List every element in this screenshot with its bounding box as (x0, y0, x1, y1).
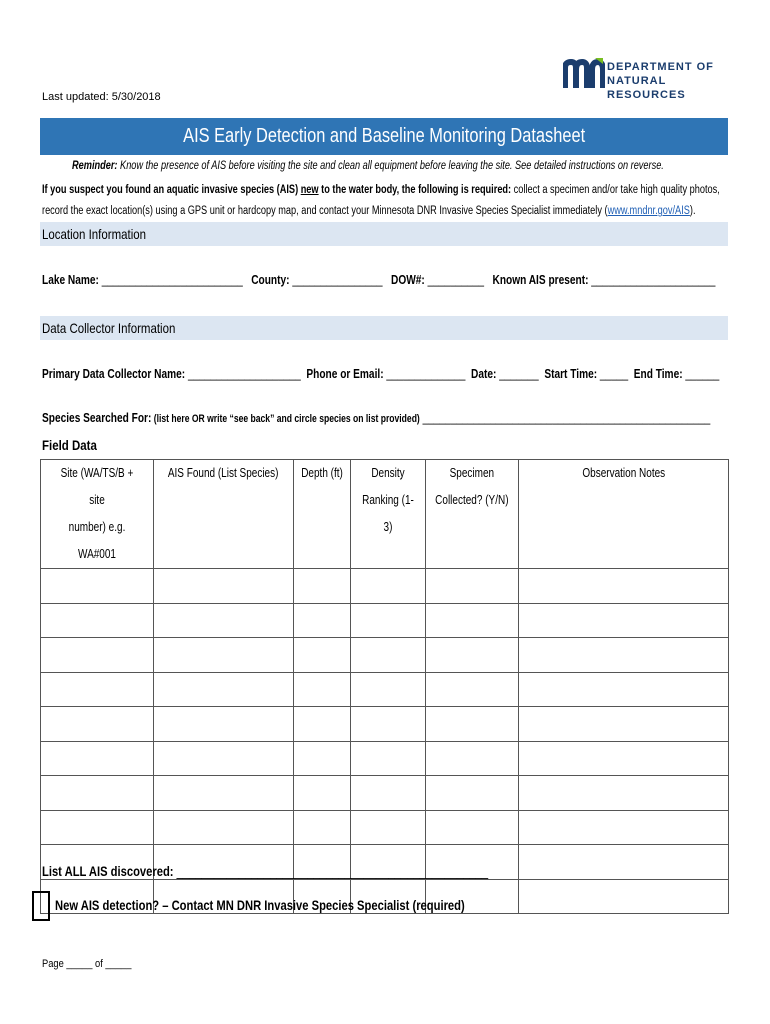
list-all-label: List ALL AIS discovered: (42, 863, 174, 879)
table-row (41, 741, 729, 776)
table-cell[interactable] (351, 707, 426, 742)
start-time-field[interactable]: _____ (597, 366, 629, 381)
table-row (41, 603, 729, 638)
suspect-body: collect a specimen and/or take high quality photos, (511, 184, 720, 196)
reminder-body: Know the presence of AIS before visiting the site and clean all equipment before leaving the site. See detailed instructions on reverse. (117, 160, 664, 172)
start-time-label: Start Time: (544, 366, 598, 381)
table-cell[interactable] (426, 569, 519, 604)
field-data-table (40, 459, 729, 914)
lake-name-label: Lake Name: (42, 272, 99, 287)
table-cell[interactable] (154, 810, 294, 845)
location-section-title: Location Information (42, 226, 147, 242)
table-cell[interactable] (351, 603, 426, 638)
table-cell[interactable] (519, 603, 729, 638)
table-cell[interactable] (154, 672, 294, 707)
table-cell[interactable] (426, 603, 519, 638)
suspect-bold-2: to the water body, the following is required: (318, 184, 512, 196)
record-end: ). (689, 205, 696, 217)
table-row (41, 707, 729, 742)
table-cell[interactable] (426, 810, 519, 845)
lake-name-field[interactable]: _________________________ (98, 272, 243, 287)
field-data-title: Field Data (42, 437, 97, 453)
mn-dnr-logo (563, 58, 733, 101)
table-cell[interactable] (154, 569, 294, 604)
table-row (41, 569, 729, 604)
table-cell[interactable] (41, 672, 154, 707)
table-cell[interactable] (41, 810, 154, 845)
table-cell[interactable] (519, 638, 729, 673)
new-ais-detection-text: New AIS detection? – Contact MN DNR Invasive Species Specialist (required) (55, 897, 465, 913)
table-cell[interactable] (294, 707, 351, 742)
county-label: County: (251, 272, 290, 287)
table-cell[interactable] (426, 638, 519, 673)
table-row (41, 810, 729, 845)
table-cell[interactable] (294, 603, 351, 638)
suspect-bold-1: If you suspect you found an aquatic invasive species (AIS) (42, 184, 301, 196)
species-searched (42, 410, 770, 425)
table-cell[interactable] (426, 707, 519, 742)
collector-name-field[interactable]: ____________________ (185, 366, 301, 381)
record-instructions (42, 205, 770, 217)
page-title: AIS Early Detection and Baseline Monitoring Datasheet (182, 125, 586, 147)
table-cell[interactable] (41, 707, 154, 742)
table-cell[interactable] (519, 569, 729, 604)
table-cell[interactable] (351, 569, 426, 604)
table-cell[interactable] (294, 569, 351, 604)
table-row (41, 638, 729, 673)
table-cell[interactable] (41, 741, 154, 776)
table-cell[interactable] (294, 776, 351, 811)
end-time-field[interactable]: ______ (682, 366, 720, 381)
table-cell[interactable] (154, 638, 294, 673)
table-cell[interactable] (154, 776, 294, 811)
collector-fields (42, 366, 770, 381)
table-cell[interactable] (41, 603, 154, 638)
col-site-header: Site (WA/TS/B + site number) e.g. WA#001 (41, 460, 154, 569)
col-specimen-header: Specimen Collected? (Y/N) (426, 460, 519, 569)
table-cell[interactable] (519, 776, 729, 811)
collector-section-title: Data Collector Information (42, 320, 176, 336)
logo-line-1: DEPARTMENT OF (607, 61, 714, 73)
table-row (41, 672, 729, 707)
table-cell[interactable] (519, 810, 729, 845)
new-ais-checkbox[interactable] (32, 891, 50, 921)
table-cell[interactable] (351, 741, 426, 776)
ais-website-link[interactable]: www.mndnr.gov/AIS (607, 205, 690, 217)
table-row (41, 776, 729, 811)
table-cell[interactable] (294, 638, 351, 673)
table-cell[interactable] (351, 638, 426, 673)
table-header-row (41, 460, 729, 569)
table-cell[interactable] (41, 776, 154, 811)
date-label: Date: (471, 366, 497, 381)
table-cell[interactable] (294, 672, 351, 707)
location-fields (42, 272, 770, 287)
county-field[interactable]: ________________ (289, 272, 383, 287)
known-ais-field[interactable]: ______________________ (588, 272, 716, 287)
table-cell[interactable] (426, 776, 519, 811)
dow-label: DOW#: (391, 272, 425, 287)
table-cell[interactable] (351, 776, 426, 811)
contact-label: Phone or Email: (306, 366, 384, 381)
table-cell[interactable] (294, 741, 351, 776)
collector-name-label: Primary Data Collector Name: (42, 366, 186, 381)
col-notes-header: Observation Notes (519, 460, 729, 569)
table-cell[interactable] (294, 810, 351, 845)
contact-field[interactable]: ______________ (383, 366, 466, 381)
table-cell[interactable] (519, 741, 729, 776)
list-all-ais (42, 863, 600, 879)
field-data-body (41, 569, 729, 914)
list-all-field[interactable]: __________________________________________________ (173, 863, 489, 879)
table-cell[interactable] (41, 638, 154, 673)
known-ais-label: Known AIS present: (492, 272, 589, 287)
reminder-label: Reminder: (72, 160, 118, 172)
table-cell[interactable] (154, 741, 294, 776)
table-cell[interactable] (426, 741, 519, 776)
mn-logo-icon (563, 58, 605, 92)
table-cell[interactable] (154, 603, 294, 638)
table-cell[interactable] (41, 569, 154, 604)
dow-field[interactable]: __________ (424, 272, 485, 287)
col-density-header: Density Ranking (1-3) (351, 460, 426, 569)
record-body: record the exact location(s) using a GPS unit or hardcopy map, and contact your Minnesota DNR Invasive Species Specialist immediately ( (42, 205, 608, 217)
suspect-new: new (300, 184, 319, 196)
col-depth-header: Depth (ft) (294, 460, 351, 569)
reminder-text (72, 160, 770, 172)
table-cell[interactable] (154, 707, 294, 742)
table-cell[interactable] (351, 810, 426, 845)
species-hint: (list here OR write “see back” and circle species on list provided) (151, 413, 420, 425)
species-field[interactable]: ___________________________________________________ (419, 410, 711, 425)
collector-section-header (40, 316, 728, 340)
location-section-header (40, 222, 728, 246)
page-number: Page _____ of _____ (42, 958, 132, 970)
logo-line-2: NATURAL RESOURCES (607, 75, 686, 101)
table-cell[interactable] (351, 672, 426, 707)
table-cell[interactable] (519, 672, 729, 707)
suspect-instructions (42, 184, 770, 196)
species-label: Species Searched For: (42, 410, 152, 425)
title-bar (40, 118, 728, 155)
last-updated-date: Last updated: 5/30/2018 (42, 91, 161, 103)
table-cell[interactable] (426, 672, 519, 707)
end-time-label: End Time: (633, 366, 683, 381)
table-cell[interactable] (519, 707, 729, 742)
col-ais-found-header: AIS Found (List Species) (154, 460, 294, 569)
date-field[interactable]: _______ (496, 366, 539, 381)
